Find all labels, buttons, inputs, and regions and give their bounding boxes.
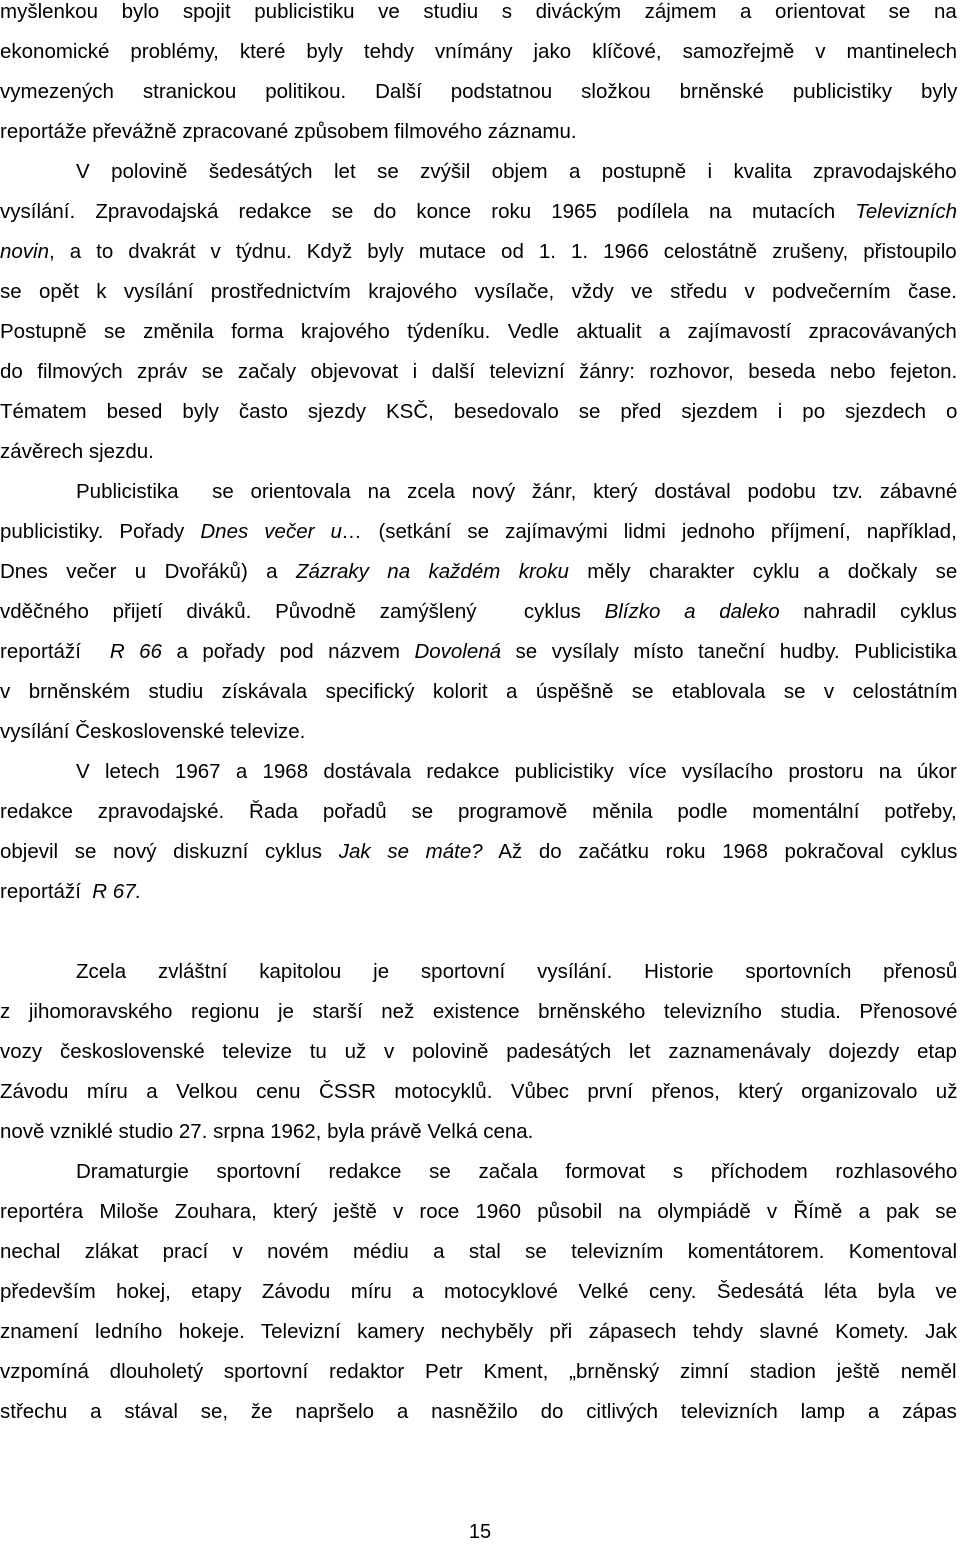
text-line [0, 1039, 957, 1065]
text-line [0, 1239, 957, 1265]
italic-title: novin [0, 240, 50, 263]
text-run: se vysílaly místo taneční hudby. Publicistika [501, 640, 957, 663]
text-run: z jihomoravského regionu je starší než existence brněnského televizního studia. Přenosové [0, 1000, 958, 1023]
text-line [76, 959, 957, 985]
text-run: střechu a stával se, že napršelo a nasněžilo do citlivých televizních lamp a zápas [0, 1400, 957, 1423]
text-run: Zcela zvláštní kapitolou je sportovní vysílání. Historie sportovních přenosů [76, 960, 958, 983]
text-line [0, 719, 957, 745]
text-run: vysílání Československé televize. [0, 720, 306, 743]
text-run: myšlenkou bylo spojit publicistiku ve studiu s divácký [0, 0, 604, 23]
italic-title: Jak se máte? [338, 840, 483, 863]
italic-title: Blízko a daleko [604, 600, 780, 623]
text-run: redakce zpravodajské. Řada pořadů se programově měnila podle momentální potřeby, [0, 800, 957, 823]
text-run: a pořady pod názvem [161, 640, 415, 663]
text-run: objevil se nový diskuzní cyklus [0, 840, 339, 863]
text-run: Postupně se změnila forma krajového týdeníku. Vedle aktualit a zajímavostí zpracovávaných [0, 320, 957, 343]
text-line [0, 399, 957, 425]
text-line [0, 1359, 957, 1385]
text-run: nahradil cyklus [779, 600, 957, 623]
text-run: V letech 1967 a 1968 dostávala redakce publicistiky více vysílacího prostoru na úkor [76, 760, 957, 783]
text-line [0, 359, 957, 385]
text-run: reportáží [0, 880, 93, 903]
text-run: Publicistika se orientovala na zcela nový žánr, který dostával podobu tzv. zábavné [76, 480, 958, 503]
text-line [0, 1119, 957, 1145]
text-line [0, 1399, 957, 1425]
text-run: V polovině šedesátých let se zvýšil objem a postupně i kvalita zpravodajského [76, 160, 957, 183]
text-run: Dnes večer u Dvořáků) a [0, 560, 296, 583]
text-run: m zájmem a orientovat se na [603, 0, 957, 23]
text-line [0, 239, 957, 265]
text-line [0, 199, 957, 225]
text-line [0, 1279, 957, 1305]
text-line [0, 799, 957, 825]
text-run: se opět k vysílání prostřednictvím krajového vysílače, vždy ve středu v podvečerním čase. [0, 280, 957, 303]
text-run: publicistiky. Pořady [0, 520, 201, 543]
text-run: nově vzniklé studio 27. srpna 1962, byla právě Velká cena. [0, 1120, 534, 1143]
text-line [0, 79, 957, 105]
text-line [0, 1319, 957, 1345]
text-line [0, 1199, 957, 1225]
text-line [0, 0, 957, 25]
text-run: reportáže převážně zpracované způsobem filmového záznamu. [0, 120, 577, 143]
page-number: 15 [468, 1521, 492, 1543]
text-line [0, 639, 957, 665]
italic-title: Dnes večer u… [200, 520, 363, 543]
text-run: reportéra Miloše Zouhara, který ještě v roce 1960 působil na olympiádě v Římě a pak se [0, 1200, 957, 1223]
text-run: (setkání se zajímavými lidmi jednoho příjmení, například, [362, 520, 957, 543]
text-run: Až do začátku roku 1968 pokračoval cyklus [482, 840, 958, 863]
text-line [76, 159, 957, 185]
text-line [0, 879, 957, 905]
text-run: v brněnském studiu získávala specifický kolorit a úspěšně se etablovala se v celostátním [0, 680, 958, 703]
text-run: reportáží [0, 640, 110, 663]
text-run: měly charakter cyklu a dočkaly se [568, 560, 958, 583]
text-run: , a to dvakrát v týdnu. Když byly mutace od 1. 1. 1966 celostátně zrušeny, přistoupilo [49, 240, 957, 263]
text-line [0, 519, 957, 545]
text-line [0, 39, 957, 65]
text-run: vzpomíná dlouholetý sportovní redaktor Petr Kment, „brněnský zimní stadion ještě neměl [0, 1360, 957, 1383]
text-run: především hokej, etapy Závodu míru a motocyklové Velké ceny. Šedesátá léta byla ve [0, 1280, 958, 1303]
text-run: závěrech sjezdu. [0, 440, 154, 463]
text-run: Tématem besed byly často sjezdy KSČ, besedovalo se před sjezdem i po sjezdech o [0, 400, 958, 423]
text-line [0, 319, 957, 345]
text-line [0, 679, 957, 705]
italic-title: Dovolená [414, 640, 502, 663]
text-line [0, 119, 957, 145]
italic-title: R 66 [109, 640, 162, 663]
italic-title: R 67. [92, 880, 142, 903]
text-run: ekonomické problémy, které byly tehdy vnímány jako klíčové, samozřejmě v mantinelech [0, 40, 958, 63]
text-run: nechal zlákat prací v novém médiu a stal se televizním komentátorem. Komentoval [0, 1240, 958, 1263]
text-line [0, 1079, 957, 1105]
text-line [0, 279, 957, 305]
text-run: Závodu míru a Velkou cenu ČSSR motocyklů. Vůbec první přenos, který organizovalo už [0, 1080, 958, 1103]
text-line [0, 599, 957, 625]
text-line [0, 999, 957, 1025]
italic-title: Zázraky na každém kroku [296, 560, 569, 583]
text-line [76, 479, 957, 505]
text-run: do filmových zpráv se začaly objevovat i další televizní žánry: rozhovor, beseda nebo fejeton. [0, 360, 958, 383]
text-run: znamení ledního hokeje. Televizní kamery nechyběly při zápasech tehdy slavné Komety. Jak [0, 1320, 958, 1343]
text-line [76, 1159, 957, 1185]
text-run: vymezených stranickou politikou. Další podstatnou složkou brněnské publicistiky byly [0, 80, 958, 103]
text-run: vysílání. Zpravodajská redakce se do konce roku 1965 podílela na mutacích [0, 200, 856, 223]
text-line [76, 759, 957, 785]
text-run: vděčného přijetí diváků. Původně zamýšlený cyklus [0, 600, 605, 623]
text-run: Dramaturgie sportovní redakce se začala formovat s příchodem rozhlasového [76, 1160, 958, 1183]
italic-title: Televizních [855, 200, 958, 223]
text-line [0, 839, 957, 865]
text-run: vozy československé televize tu už v polovině padesátých let zaznamenávaly dojezdy etap [0, 1040, 957, 1063]
text-line [0, 439, 957, 465]
text-line [0, 559, 957, 585]
